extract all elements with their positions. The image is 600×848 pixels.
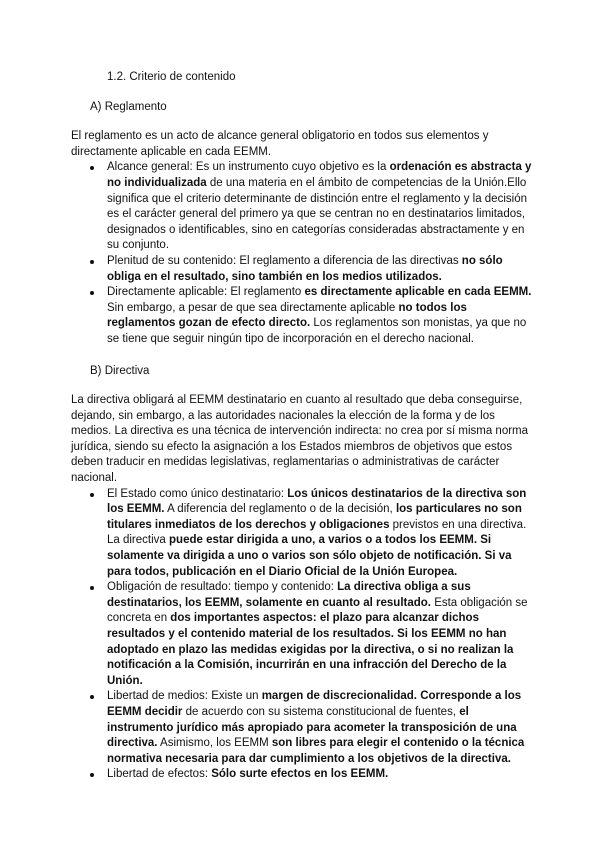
bold-text: los particulares no son titulares inmediatos de los derechos y obligaciones bbox=[107, 503, 522, 531]
text: de acuerdo con su sistema constitucional de fuentes, bbox=[182, 705, 460, 718]
bold-text: el instrumento jurídico más apropiado para acometer la transposición de una directiva. bbox=[107, 705, 517, 750]
bold-text: puede estar dirigida a uno, a varios o a todos los EEMM. Si solamente va dirigida a uno o varios son sólo objeto de notificación. Si va para todos, publicación en el Diario Oficial de la Unión Europea. bbox=[107, 534, 512, 578]
list-item bbox=[71, 487, 535, 581]
list-item bbox=[71, 160, 535, 254]
text: previstos en una directiva. La directiva bbox=[107, 518, 527, 547]
section-a-intro: El reglamento es un acto de alcance general obligatorio en todos sus elementos y directamente aplicable en cada EEMM. bbox=[71, 130, 489, 158]
bold-text: La directiva obliga a sus destinatarios, los EEMM, solamente en cuanto al resultado. bbox=[107, 581, 471, 609]
list-item bbox=[71, 580, 535, 689]
section-b-bullets bbox=[71, 487, 535, 783]
text: Libertad de efectos: bbox=[107, 768, 212, 781]
section-b-intro: La directiva obligará al EEMM destinatario en cuanto al resultado que deba conseguirse, dejando, sin embargo, a las autoridades nacionales la elección de la forma y de los medios. La directiva es una técnica de intervención indirecta: no crea por sí misma norma jurídica, siendo su efecto la asignación a los Estados miembros de objetivos que estos deben traducir en medidas legislativas, reglamentarias o administrativas de carácter nacional. bbox=[71, 394, 529, 485]
text: A diferencia del reglamento o de la decisión, bbox=[164, 503, 396, 516]
text: Obligación de resultado: tiempo y contenido: bbox=[107, 581, 338, 594]
section-heading: 1.2. Criterio de contenido bbox=[107, 71, 236, 83]
bold-text: son libres para elegir el contenido o la técnica normativa necesaria para dar cumplimiento a los objetivos de la directiva. bbox=[107, 737, 525, 765]
list-item bbox=[71, 285, 535, 347]
text: Libertad de medios: Existe un bbox=[107, 690, 262, 703]
text: Alcance general: Es un instrumento cuyo objetivo es la bbox=[107, 161, 390, 174]
text: de una materia en el ámbito de competencias de la Unión.Ello significa que el criterio determinante de distinción entre el reglamento y la decisión es el carácter general del primero ya que se centran no en destinatarios limitados, designados o identificables, sino en categorías consideradas abstractamente y en su conjunto. bbox=[107, 176, 527, 252]
bold-text: no sólo obliga en el resultado, sino también en los medios utilizados. bbox=[107, 254, 503, 283]
section-b-title: B) Directiva bbox=[90, 364, 150, 377]
bold-text: Los únicos destinatarios de la directiva son los EEMM. bbox=[107, 487, 527, 516]
bold-text: Sólo surte efectos en los EEMM. bbox=[211, 768, 389, 781]
list-item bbox=[71, 689, 535, 767]
section-a-bullets bbox=[71, 160, 535, 347]
list-item bbox=[71, 254, 535, 285]
bold-text: ordenación es abstracta y no individualizada bbox=[107, 161, 532, 189]
text: Sin embargo, a pesar de que sea directamente aplicable bbox=[107, 301, 399, 314]
bold-text: es directamente aplicable en cada EEMM. bbox=[304, 286, 532, 299]
section-a-title: A) Reglamento bbox=[90, 100, 167, 113]
bold-text: margen de discrecionalidad. Corresponde a los EEMM decidir bbox=[107, 690, 522, 718]
bold-text: dos importantes aspectos: el plazo para alcanzar dichos resultados y el contenido material de los resultados. Si los EEMM no han adoptado en plazo las medidas exigidas por la directiva, o si no realizan la notificación a la Comisión, incurrirán en una infracción del Derecho de la Unión. bbox=[107, 612, 514, 687]
text: El Estado como único destinatario: bbox=[107, 487, 288, 500]
bold-text: no todos los reglamentos gozan de efecto directo. bbox=[107, 301, 467, 330]
list-item bbox=[71, 767, 535, 783]
text: Esta obligación se concreta en bbox=[107, 596, 528, 625]
text: Directamente aplicable: El reglamento bbox=[107, 286, 305, 299]
text: Los reglamentos son monistas, ya que no se tiene que seguir ningún tipo de incorporación en el derecho nacional. bbox=[107, 317, 527, 345]
text: Asimismo, los EEMM bbox=[157, 737, 272, 750]
text: Plenitud de su contenido: El reglamento a diferencia de las directivas bbox=[107, 254, 462, 267]
